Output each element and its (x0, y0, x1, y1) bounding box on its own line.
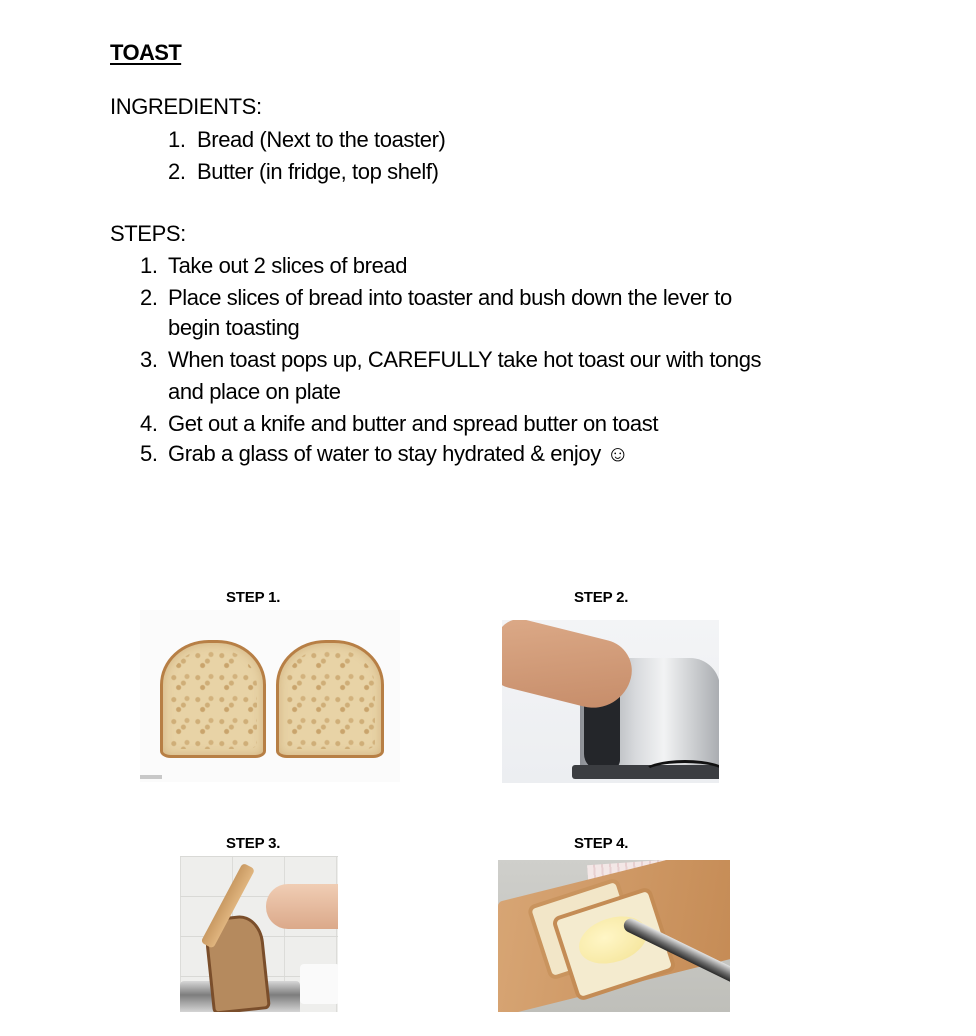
step-number: 3. (140, 347, 158, 372)
buttered-toast-image (498, 860, 730, 1012)
ingredient-item: Butter (in fridge, top shelf) (197, 159, 439, 184)
watermark-bar (140, 775, 162, 779)
toaster-image (502, 620, 719, 783)
step-number: 4. (140, 411, 158, 436)
document-title: TOAST (110, 40, 182, 65)
figure-label-step-2: STEP 2. (574, 589, 629, 606)
step-text: Place slices of bread into toaster and bush down the lever to (168, 285, 732, 310)
step-text-continued: and place on plate (168, 379, 341, 404)
ingredients-heading: INGREDIENTS: (110, 94, 262, 119)
step-number: 2. (140, 285, 158, 310)
step-text: Grab a glass of water to stay hydrated & enjoy ☺ (168, 441, 629, 466)
step-text: Take out 2 slices of bread (168, 253, 408, 278)
bread-slice-left (160, 640, 266, 758)
step-text: Get out a knife and butter and spread butter on toast (168, 411, 659, 436)
step-text-continued: begin toasting (168, 315, 300, 340)
ingredient-number: 2. (168, 159, 186, 184)
toaster-cord (642, 760, 719, 783)
step-text: When toast pops up, CAREFULLY take hot toast our with tongs (168, 347, 762, 372)
tongs-toast-image (180, 856, 338, 1012)
figure-label-step-4: STEP 4. (574, 835, 629, 852)
hand (266, 884, 338, 929)
white-box (300, 964, 338, 1004)
step-number: 5. (140, 441, 158, 466)
step-number: 1. (140, 253, 158, 278)
steps-heading: STEPS: (110, 221, 186, 246)
bread-slice-right (276, 640, 384, 758)
ingredient-number: 1. (168, 127, 186, 152)
figure-label-step-3: STEP 3. (226, 835, 281, 852)
bread-slices-image (140, 610, 400, 782)
ingredient-item: Bread (Next to the toaster) (197, 127, 446, 152)
figure-label-step-1: STEP 1. (226, 589, 281, 606)
